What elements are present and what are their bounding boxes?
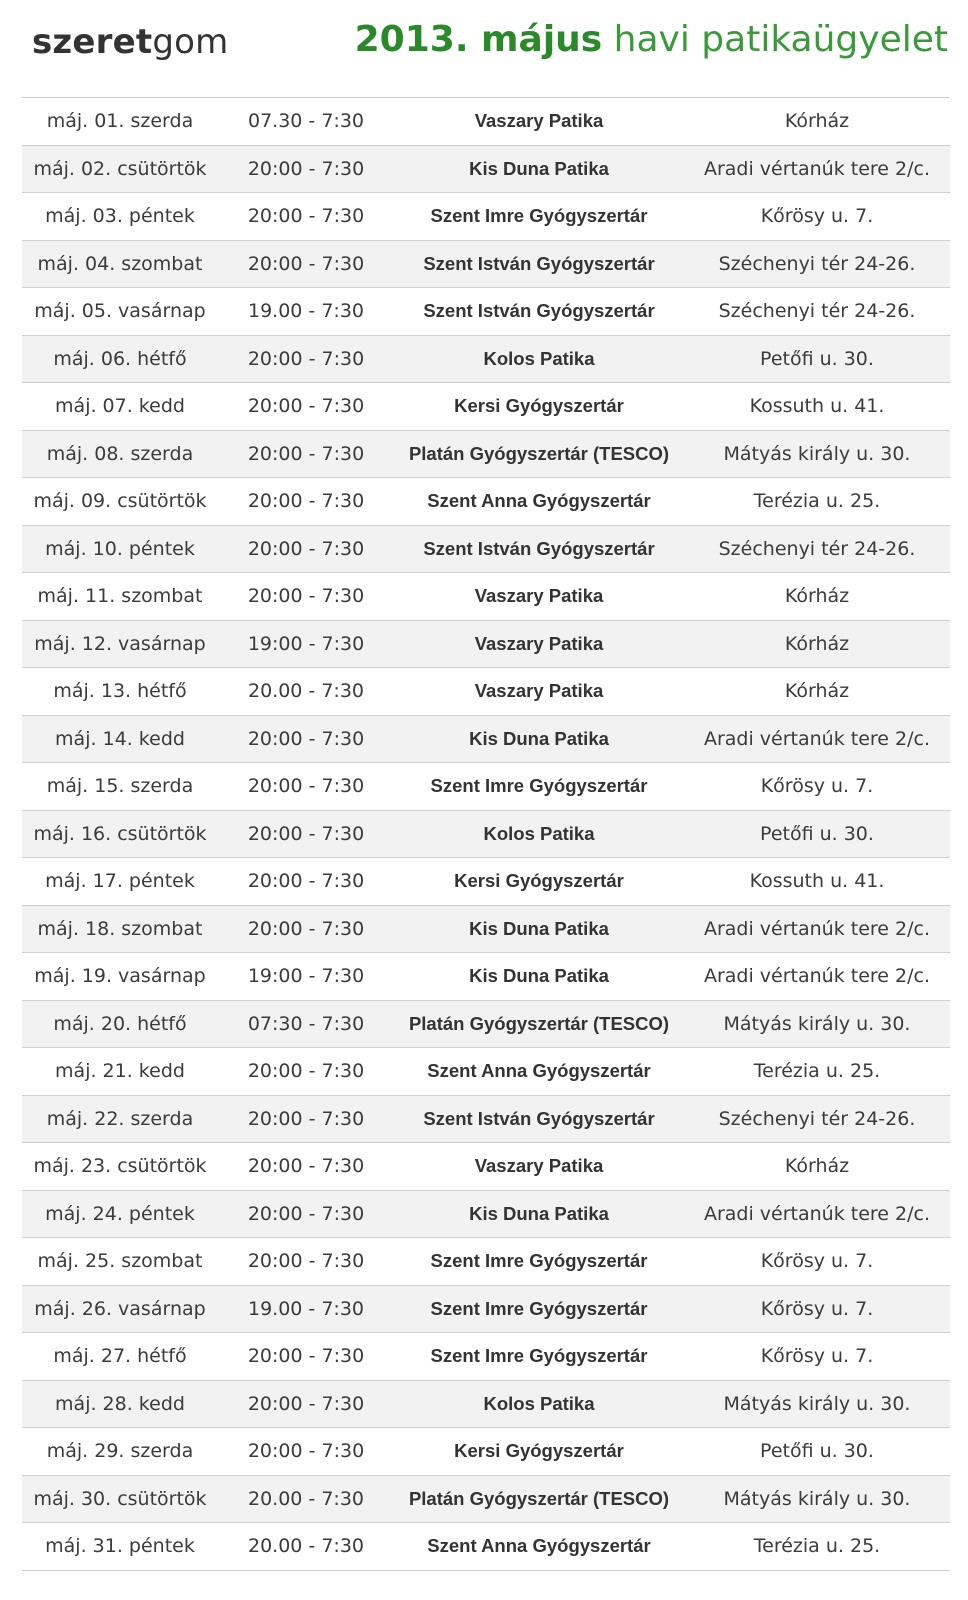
- pharmacy-name-cell: Vaszary Patika: [394, 1143, 684, 1191]
- date-cell: máj. 18. szombat: [22, 905, 218, 953]
- time-cell: 20:00 - 7:30: [218, 383, 394, 431]
- date-cell: máj. 05. vasárnap: [22, 288, 218, 336]
- address-cell: Kórház: [684, 573, 950, 621]
- time-cell: 20:00 - 7:30: [218, 240, 394, 288]
- title-month: 2013. május: [354, 19, 603, 60]
- table-row: [22, 715, 950, 763]
- pharmacy-name-cell: Kis Duna Patika: [394, 905, 684, 953]
- table-row: [22, 620, 950, 668]
- table-row: [22, 288, 950, 336]
- pharmacy-name-cell: Kersi Gyógyszertár: [394, 858, 684, 906]
- address-cell: Mátyás király u. 30.: [684, 1475, 950, 1523]
- pharmacy-name-cell: Szent Anna Gyógyszertár: [394, 1523, 684, 1571]
- time-cell: 19.00 - 7:30: [218, 1285, 394, 1333]
- pharmacy-name-cell: Kis Duna Patika: [394, 145, 684, 193]
- date-cell: máj. 09. csütörtök: [22, 478, 218, 526]
- time-cell: 20.00 - 7:30: [218, 668, 394, 716]
- address-cell: Széchenyi tér 24-26.: [684, 288, 950, 336]
- time-cell: 20:00 - 7:30: [218, 1380, 394, 1428]
- table-row: [22, 1428, 950, 1476]
- pharmacy-name-cell: Szent Imre Gyógyszertár: [394, 1238, 684, 1286]
- time-cell: 19.00 - 7:30: [218, 288, 394, 336]
- time-cell: 20:00 - 7:30: [218, 430, 394, 478]
- pharmacy-name-cell: Platán Gyógyszertár (TESCO): [394, 1000, 684, 1048]
- address-cell: Kőrösy u. 7.: [684, 1333, 950, 1381]
- address-cell: Petőfi u. 30.: [684, 1428, 950, 1476]
- time-cell: 20:00 - 7:30: [218, 525, 394, 573]
- table-row: [22, 1380, 950, 1428]
- address-cell: Mátyás király u. 30.: [684, 1380, 950, 1428]
- time-cell: 20:00 - 7:30: [218, 573, 394, 621]
- pharmacy-name-cell: Szent Imre Gyógyszertár: [394, 1285, 684, 1333]
- pharmacy-name-cell: Kis Duna Patika: [394, 715, 684, 763]
- time-cell: 20:00 - 7:30: [218, 858, 394, 906]
- address-cell: Mátyás király u. 30.: [684, 1000, 950, 1048]
- pharmacy-name-cell: Szent Imre Gyógyszertár: [394, 193, 684, 241]
- site-logo[interactable]: [32, 20, 228, 64]
- pharmacy-name-cell: Vaszary Patika: [394, 620, 684, 668]
- address-cell: Aradi vértanúk tere 2/c.: [684, 715, 950, 763]
- date-cell: máj. 12. vasárnap: [22, 620, 218, 668]
- header: [0, 0, 968, 98]
- pharmacy-name-cell: Kersi Gyógyszertár: [394, 1428, 684, 1476]
- time-cell: 19:00 - 7:30: [218, 620, 394, 668]
- table-row: [22, 98, 950, 146]
- time-cell: 20:00 - 7:30: [218, 145, 394, 193]
- time-cell: 20:00 - 7:30: [218, 810, 394, 858]
- time-cell: 20:00 - 7:30: [218, 1143, 394, 1191]
- page-title: [355, 18, 948, 62]
- address-cell: Mátyás király u. 30.: [684, 430, 950, 478]
- date-cell: máj. 16. csütörtök: [22, 810, 218, 858]
- date-cell: máj. 31. péntek: [22, 1523, 218, 1571]
- date-cell: máj. 21. kedd: [22, 1048, 218, 1096]
- table-row: [22, 145, 950, 193]
- time-cell: 20:00 - 7:30: [218, 715, 394, 763]
- address-cell: Terézia u. 25.: [684, 1523, 950, 1571]
- address-cell: Kőrösy u. 7.: [684, 1285, 950, 1333]
- address-cell: Kórház: [684, 1143, 950, 1191]
- address-cell: Kórház: [684, 668, 950, 716]
- address-cell: Kőrösy u. 7.: [684, 1238, 950, 1286]
- date-cell: máj. 23. csütörtök: [22, 1143, 218, 1191]
- time-cell: 20:00 - 7:30: [218, 763, 394, 811]
- pharmacy-name-cell: Szent Anna Gyógyszertár: [394, 1048, 684, 1096]
- table-row: [22, 1333, 950, 1381]
- time-cell: 20:00 - 7:30: [218, 1428, 394, 1476]
- table-row: [22, 383, 950, 431]
- pharmacy-name-cell: Platán Gyógyszertár (TESCO): [394, 1475, 684, 1523]
- pharmacy-name-cell: Vaszary Patika: [394, 573, 684, 621]
- time-cell: 20.00 - 7:30: [218, 1523, 394, 1571]
- duty-schedule-table: [22, 97, 950, 1571]
- table-row: [22, 240, 950, 288]
- time-cell: 20:00 - 7:30: [218, 1048, 394, 1096]
- time-cell: 20:00 - 7:30: [218, 1190, 394, 1238]
- pharmacy-name-cell: Szent Anna Gyógyszertár: [394, 478, 684, 526]
- pharmacy-name-cell: Szent István Gyógyszertár: [394, 1095, 684, 1143]
- pharmacy-name-cell: Kis Duna Patika: [394, 953, 684, 1001]
- pharmacy-name-cell: Szent István Gyógyszertár: [394, 525, 684, 573]
- table-row: [22, 810, 950, 858]
- table-row: [22, 763, 950, 811]
- table-row: [22, 1190, 950, 1238]
- pharmacy-name-cell: Szent István Gyógyszertár: [394, 288, 684, 336]
- date-cell: máj. 17. péntek: [22, 858, 218, 906]
- pharmacy-name-cell: Kis Duna Patika: [394, 1190, 684, 1238]
- date-cell: máj. 29. szerda: [22, 1428, 218, 1476]
- table-row: [22, 430, 950, 478]
- address-cell: Aradi vértanúk tere 2/c.: [684, 953, 950, 1001]
- pharmacy-name-cell: Vaszary Patika: [394, 668, 684, 716]
- address-cell: Széchenyi tér 24-26.: [684, 1095, 950, 1143]
- date-cell: máj. 27. hétfő: [22, 1333, 218, 1381]
- address-cell: Kőrösy u. 7.: [684, 193, 950, 241]
- table-row: [22, 478, 950, 526]
- table-row: [22, 953, 950, 1001]
- time-cell: 20:00 - 7:30: [218, 1333, 394, 1381]
- date-cell: máj. 03. péntek: [22, 193, 218, 241]
- logo-light-part: gom: [152, 22, 229, 62]
- address-cell: Petőfi u. 30.: [684, 810, 950, 858]
- address-cell: Kőrösy u. 7.: [684, 763, 950, 811]
- address-cell: Kórház: [684, 98, 950, 146]
- address-cell: Széchenyi tér 24-26.: [684, 240, 950, 288]
- address-cell: Aradi vértanúk tere 2/c.: [684, 145, 950, 193]
- date-cell: máj. 22. szerda: [22, 1095, 218, 1143]
- date-cell: máj. 25. szombat: [22, 1238, 218, 1286]
- address-cell: Kórház: [684, 620, 950, 668]
- table-row: [22, 905, 950, 953]
- date-cell: máj. 30. csütörtök: [22, 1475, 218, 1523]
- date-cell: máj. 28. kedd: [22, 1380, 218, 1428]
- date-cell: máj. 14. kedd: [22, 715, 218, 763]
- pharmacy-name-cell: Kolos Patika: [394, 335, 684, 383]
- table-row: [22, 1238, 950, 1286]
- pharmacy-name-cell: Szent István Gyógyszertár: [394, 240, 684, 288]
- time-cell: 19:00 - 7:30: [218, 953, 394, 1001]
- table-row: [22, 668, 950, 716]
- date-cell: máj. 19. vasárnap: [22, 953, 218, 1001]
- date-cell: máj. 20. hétfő: [22, 1000, 218, 1048]
- time-cell: 20:00 - 7:30: [218, 1095, 394, 1143]
- time-cell: 20:00 - 7:30: [218, 335, 394, 383]
- time-cell: 07:30 - 7:30: [218, 1000, 394, 1048]
- date-cell: máj. 15. szerda: [22, 763, 218, 811]
- title-rest: havi patikaügyelet: [602, 19, 948, 60]
- address-cell: Aradi vértanúk tere 2/c.: [684, 905, 950, 953]
- pharmacy-name-cell: Szent Imre Gyógyszertár: [394, 1333, 684, 1381]
- logo-bold-part: szeret: [32, 22, 153, 62]
- date-cell: máj. 26. vasárnap: [22, 1285, 218, 1333]
- address-cell: Kossuth u. 41.: [684, 383, 950, 431]
- schedule-body: [22, 98, 950, 1571]
- date-cell: máj. 13. hétfő: [22, 668, 218, 716]
- table-row: [22, 573, 950, 621]
- date-cell: máj. 04. szombat: [22, 240, 218, 288]
- table-row: [22, 1475, 950, 1523]
- pharmacy-name-cell: Kolos Patika: [394, 1380, 684, 1428]
- time-cell: 20:00 - 7:30: [218, 905, 394, 953]
- date-cell: máj. 24. péntek: [22, 1190, 218, 1238]
- table-row: [22, 858, 950, 906]
- table-row: [22, 1523, 950, 1571]
- table-row: [22, 193, 950, 241]
- date-cell: máj. 07. kedd: [22, 383, 218, 431]
- address-cell: Széchenyi tér 24-26.: [684, 525, 950, 573]
- table-row: [22, 1095, 950, 1143]
- date-cell: máj. 02. csütörtök: [22, 145, 218, 193]
- date-cell: máj. 10. péntek: [22, 525, 218, 573]
- address-cell: Aradi vértanúk tere 2/c.: [684, 1190, 950, 1238]
- address-cell: Terézia u. 25.: [684, 478, 950, 526]
- pharmacy-name-cell: Platán Gyógyszertár (TESCO): [394, 430, 684, 478]
- pharmacy-name-cell: Kersi Gyógyszertár: [394, 383, 684, 431]
- pharmacy-name-cell: Kolos Patika: [394, 810, 684, 858]
- pharmacy-name-cell: Szent Imre Gyógyszertár: [394, 763, 684, 811]
- date-cell: máj. 11. szombat: [22, 573, 218, 621]
- time-cell: 20:00 - 7:30: [218, 193, 394, 241]
- time-cell: 20.00 - 7:30: [218, 1475, 394, 1523]
- pharmacy-name-cell: Vaszary Patika: [394, 98, 684, 146]
- table-row: [22, 1048, 950, 1096]
- table-row: [22, 335, 950, 383]
- address-cell: Kossuth u. 41.: [684, 858, 950, 906]
- time-cell: 20:00 - 7:30: [218, 1238, 394, 1286]
- date-cell: máj. 01. szerda: [22, 98, 218, 146]
- table-row: [22, 1143, 950, 1191]
- table-row: [22, 525, 950, 573]
- address-cell: Petőfi u. 30.: [684, 335, 950, 383]
- address-cell: Terézia u. 25.: [684, 1048, 950, 1096]
- table-row: [22, 1000, 950, 1048]
- time-cell: 07.30 - 7:30: [218, 98, 394, 146]
- date-cell: máj. 06. hétfő: [22, 335, 218, 383]
- table-row: [22, 1285, 950, 1333]
- time-cell: 20:00 - 7:30: [218, 478, 394, 526]
- date-cell: máj. 08. szerda: [22, 430, 218, 478]
